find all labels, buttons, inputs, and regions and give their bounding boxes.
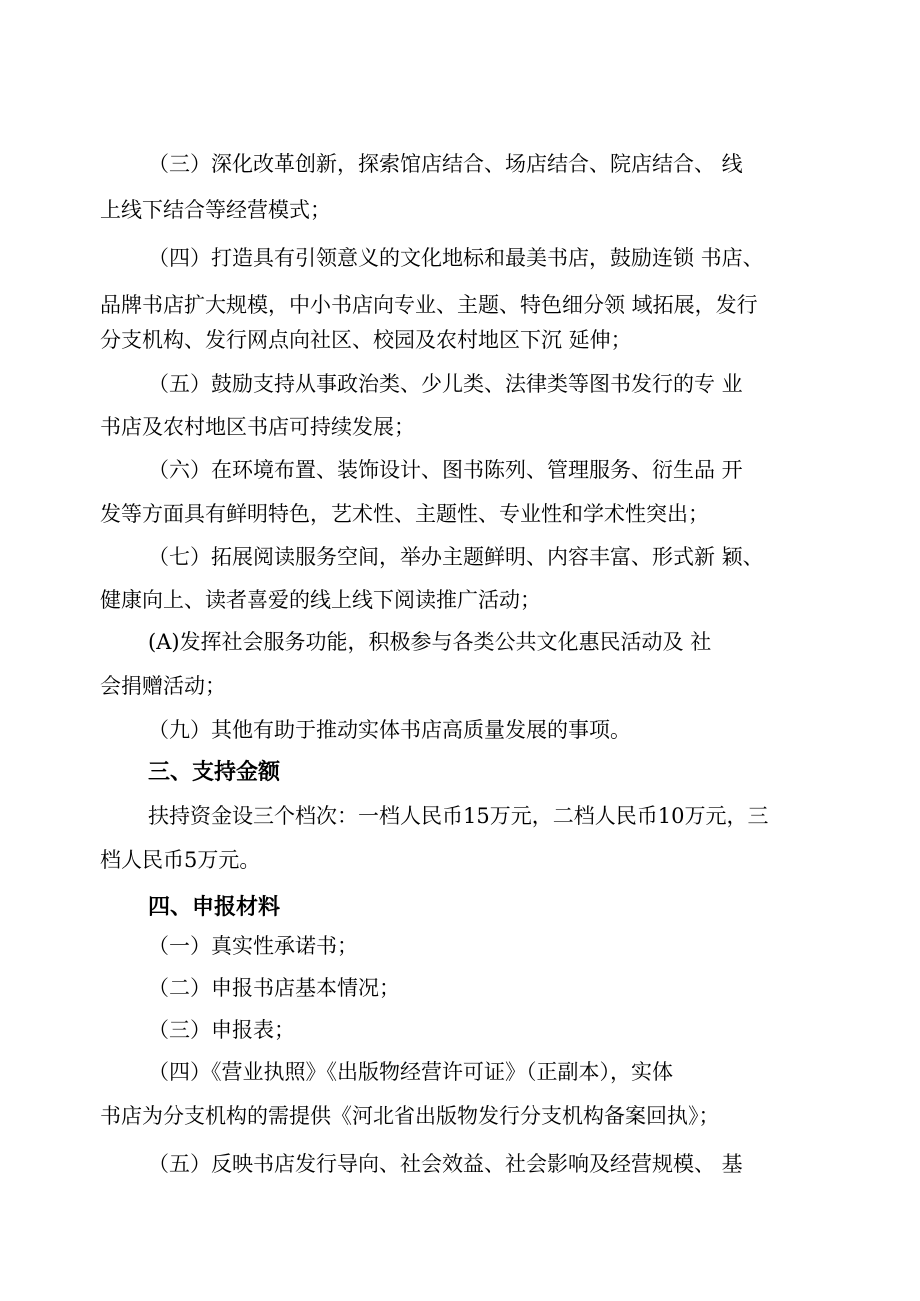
section-heading: [0, 888, 920, 928]
line-text: 分支机构、发行网点向社区、校园及农村地区下沉 延伸；: [100, 328, 632, 352]
line-text: 会捐赠活动；: [100, 674, 226, 698]
line-text: (A)发挥社会服务功能，积极参与各类公共文化惠民活动及 社: [148, 630, 712, 654]
line-text: （三）深化改革创新，探索馆店结合、场店结合、院店结合、 线: [148, 152, 743, 176]
line-text: （二）申报书店基本情况；: [148, 976, 400, 1000]
line-text: （六）在环境布置、装饰设计、图书陈列、管理服务、衍生品 开: [148, 458, 743, 482]
line-text: 扶持资金设三个档次：一档人民币15万元，二档人民币10万元，三: [148, 804, 769, 828]
text-line: [0, 364, 920, 404]
line-text: （三）申报表；: [148, 1018, 295, 1042]
text-line: [0, 144, 920, 184]
text-line: [0, 840, 920, 880]
text-line: [0, 190, 920, 230]
line-text: 上线下结合等经营模式；: [100, 198, 331, 222]
line-text: （七）拓展阅读服务空间，举办主题鲜明、内容丰富、形式新 颖、: [148, 545, 764, 569]
line-text: （五）鼓励支持从事政治类、少儿类、法律类等图书发行的专 业: [148, 372, 743, 396]
text-line: [0, 968, 920, 1008]
heading-text: 四、申报材料: [148, 895, 281, 920]
line-text: 健康向上、读者喜爱的线上线下阅读推广活动；: [100, 588, 541, 612]
text-line: [0, 926, 920, 966]
line-text: 书店为分支机构的需提供《河北省出版物发行分支机构备案回执》；: [100, 1104, 720, 1128]
line-text: （一）真实性承诺书；: [148, 934, 358, 958]
text-line: [0, 238, 920, 278]
text-line: [0, 1010, 920, 1050]
line-text: （五）反映书店发行导向、社会效益、社会影响及经营规模、 基: [148, 1152, 743, 1176]
text-line: [0, 622, 920, 662]
line-text: 品牌书店扩大规模，中小书店向专业、主题、特色细分领 域拓展，发行: [100, 293, 758, 317]
line-text: （四）《营业执照》《出版物经营许可证》（正副本），实体: [148, 1060, 673, 1084]
line-text: （九）其他有助于推动实体书店高质量发展的事项。: [148, 718, 631, 742]
text-line: [0, 537, 920, 577]
text-line: [0, 1144, 920, 1184]
line-text: 发等方面具有鲜明特色，艺术性、主题性、专业性和学术性突出；: [100, 502, 709, 526]
text-line: [0, 580, 920, 620]
text-line: [0, 1052, 920, 1092]
line-text: （四）打造具有引领意义的文化地标和最美书店，鼓励连锁 书店、: [148, 246, 764, 270]
line-text: 书店及农村地区书店可持续发展；: [100, 415, 415, 439]
text-line: [0, 494, 920, 534]
section-heading: [0, 753, 920, 793]
text-line: [0, 407, 920, 447]
text-line: [0, 666, 920, 706]
text-line: [0, 285, 920, 325]
text-line: [0, 796, 920, 836]
text-line: [0, 450, 920, 490]
text-line: [0, 710, 920, 750]
text-line: [0, 1096, 920, 1136]
line-text: 档人民币5万元。: [100, 848, 261, 872]
text-line: [0, 320, 920, 360]
heading-text: 三、支持金额: [148, 760, 281, 785]
